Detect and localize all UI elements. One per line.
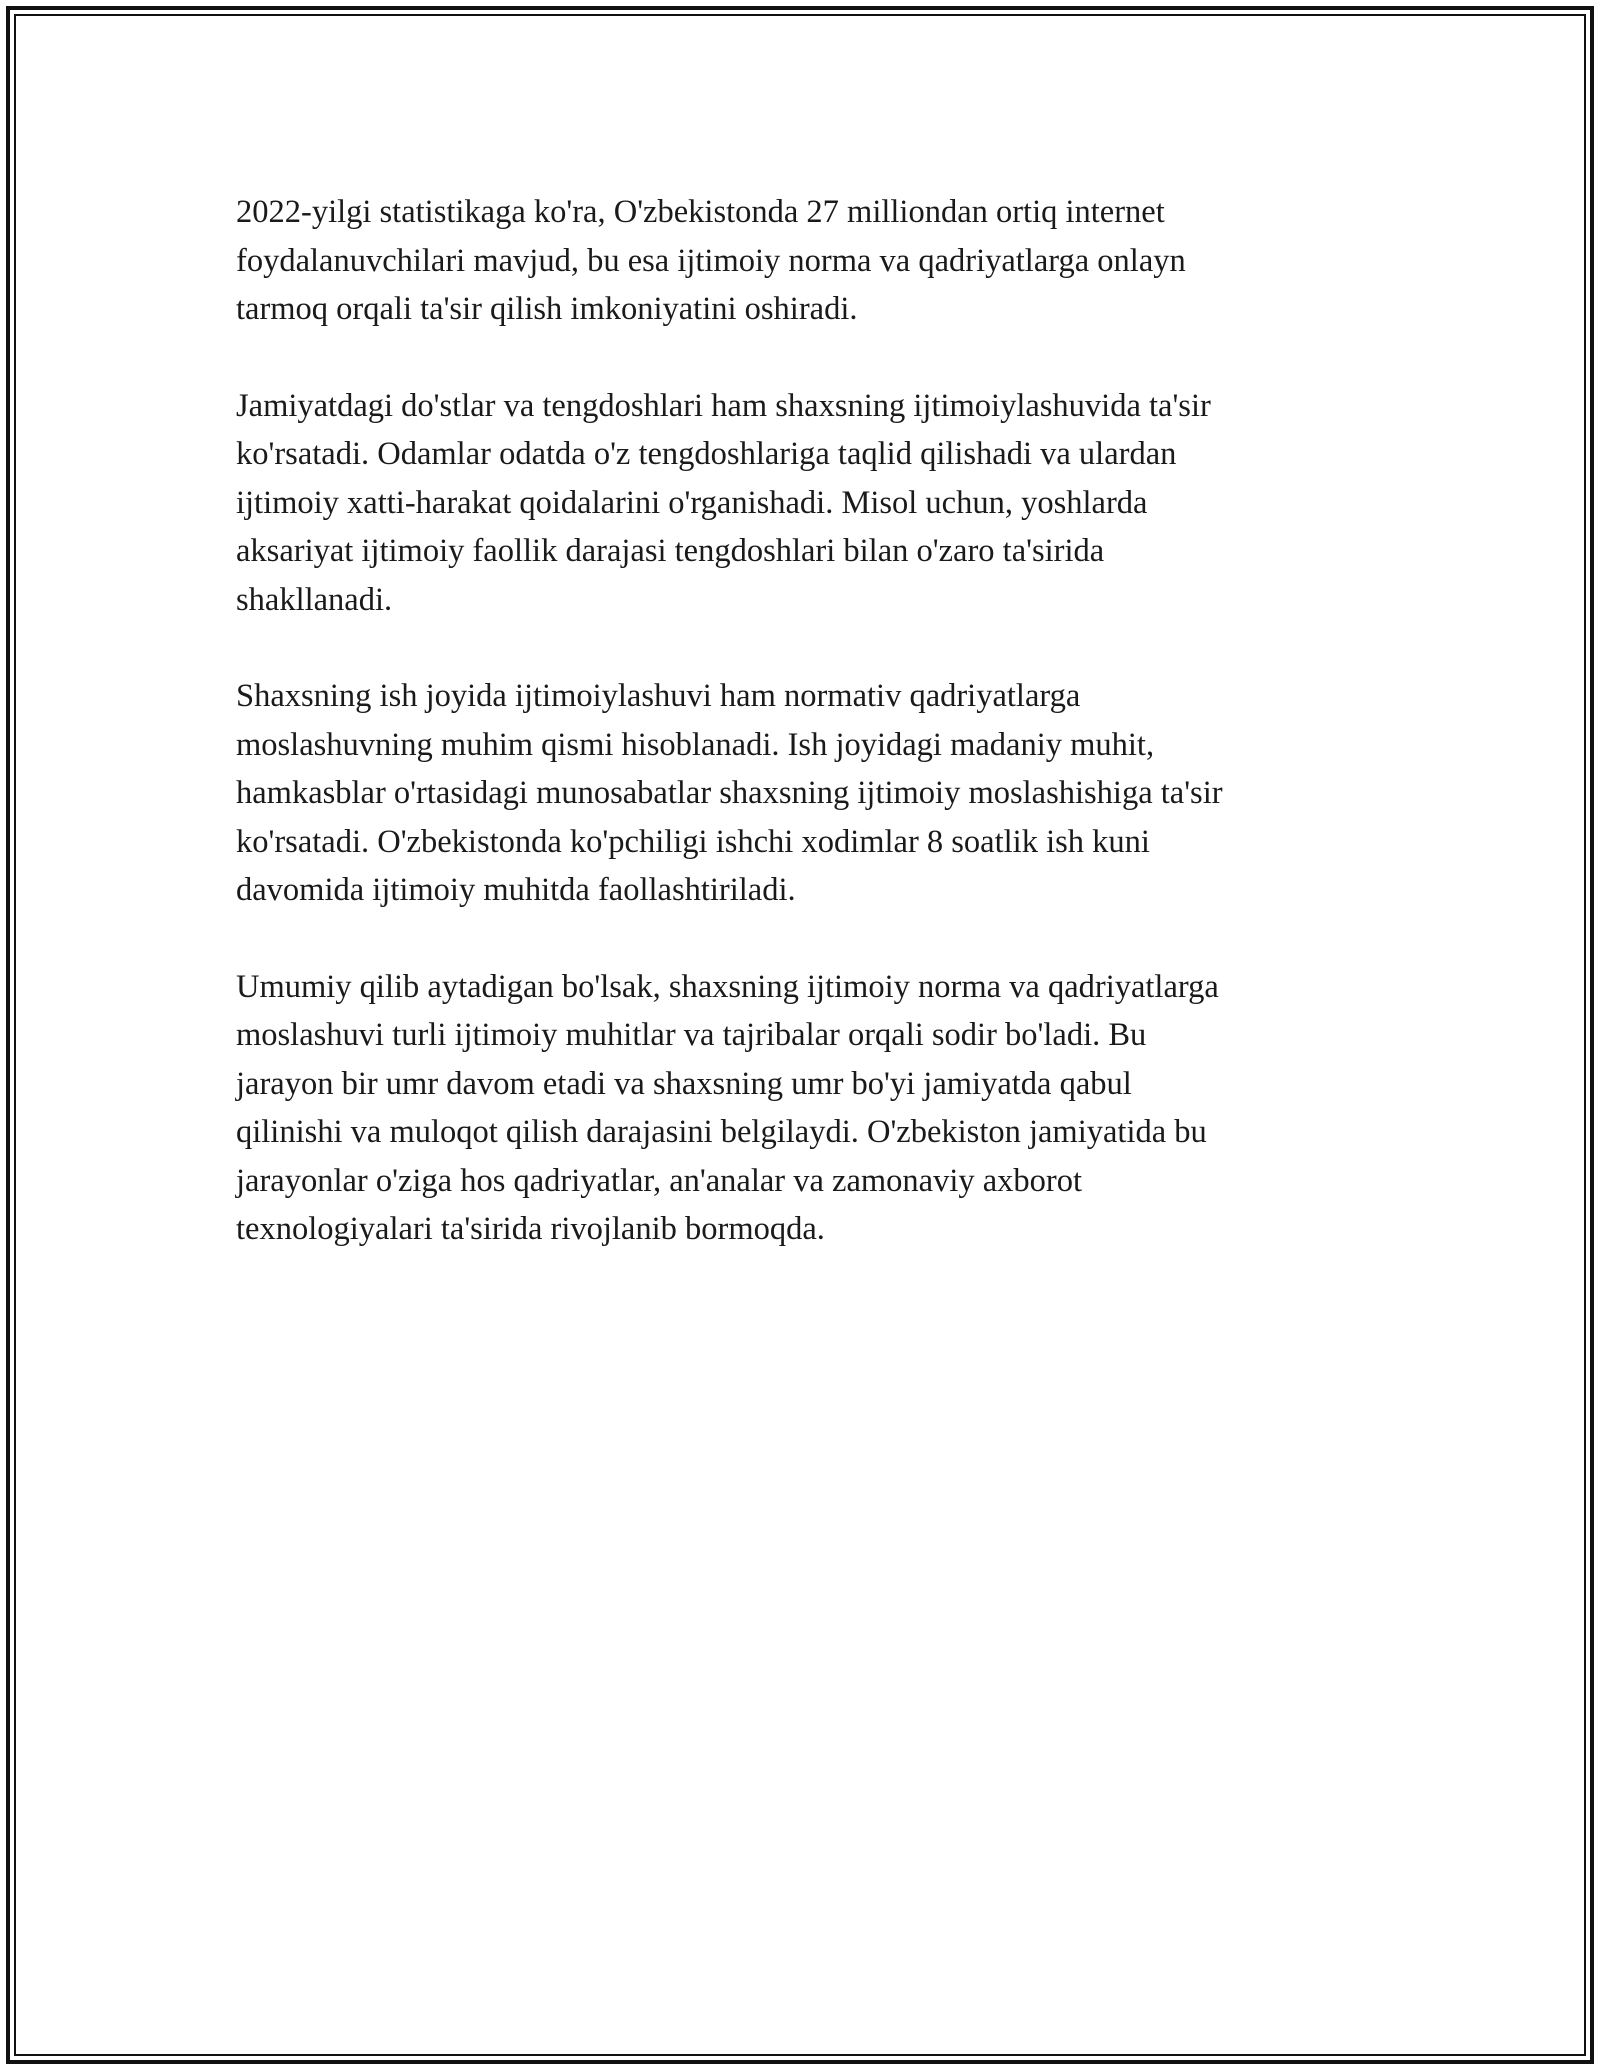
document-body [236,188,1366,1254]
paragraph-peers-influence: Jamiyatdagi do'stlar va tengdoshlari ham shaxsning ijtimoiylashuvida ta'sir ko'rsatadi. Odamlar odatda o'z tengdoshlariga taqlid qilishadi va ulardan ijtimoiy xatti-harakat qoidalarini o'rganishadi. Misol uchun, yoshlarda aksariyat ijtimoiy faollik darajasi tengdoshlari bilan o'zaro ta'sirida shakllanadi. [236,387,1211,618]
paragraph-workplace-socialization: Shaxsning ish joyida ijtimoiylashuvi ham normativ qadriyatlarga moslashuvning muhim qismi hisoblanadi. Ish joyidagi madaniy muhit, hamkasblar o'rtasidagi munosabatlar shaxsning ijtimoiy moslashishiga ta'sir ko'rsatadi. O'zbekistonda ko'pchiligi ishchi xodimlar 8 soatlik ish kuni davomida ijtimoiy muhitda faollashtiriladi. [236,678,1223,908]
paragraph-conclusion: Umumiy qilib aytadigan bo'lsak, shaxsning ijtimoiy norma va qadriyatlarga moslashuvi turli ijtimoiy muhitlar va tajribalar orqali sodir bo'ladi. Bu jarayon bir umr davom etadi va shaxsning umr bo'yi jamiyatda qabul qilinishi va muloqot qilish darajasini belgilaydi. O'zbekiston jamiyatida bu jarayonlar o'ziga hos qadriyatlar, an'analar va zamonaviy axborot texnologiyalari ta'sirida rivojlanib bormoqda. [236,968,1219,1247]
paragraph-internet-statistics: 2022-yilgi statistikaga ko'ra, O'zbekistonda 27 milliondan ortiq internet foydalanuvchilari mavjud, bu esa ijtimoiy norma va qadriyatlarga onlayn tarmoq orqali ta'sir qilish imkoniyatini oshiradi. [236,194,1186,327]
